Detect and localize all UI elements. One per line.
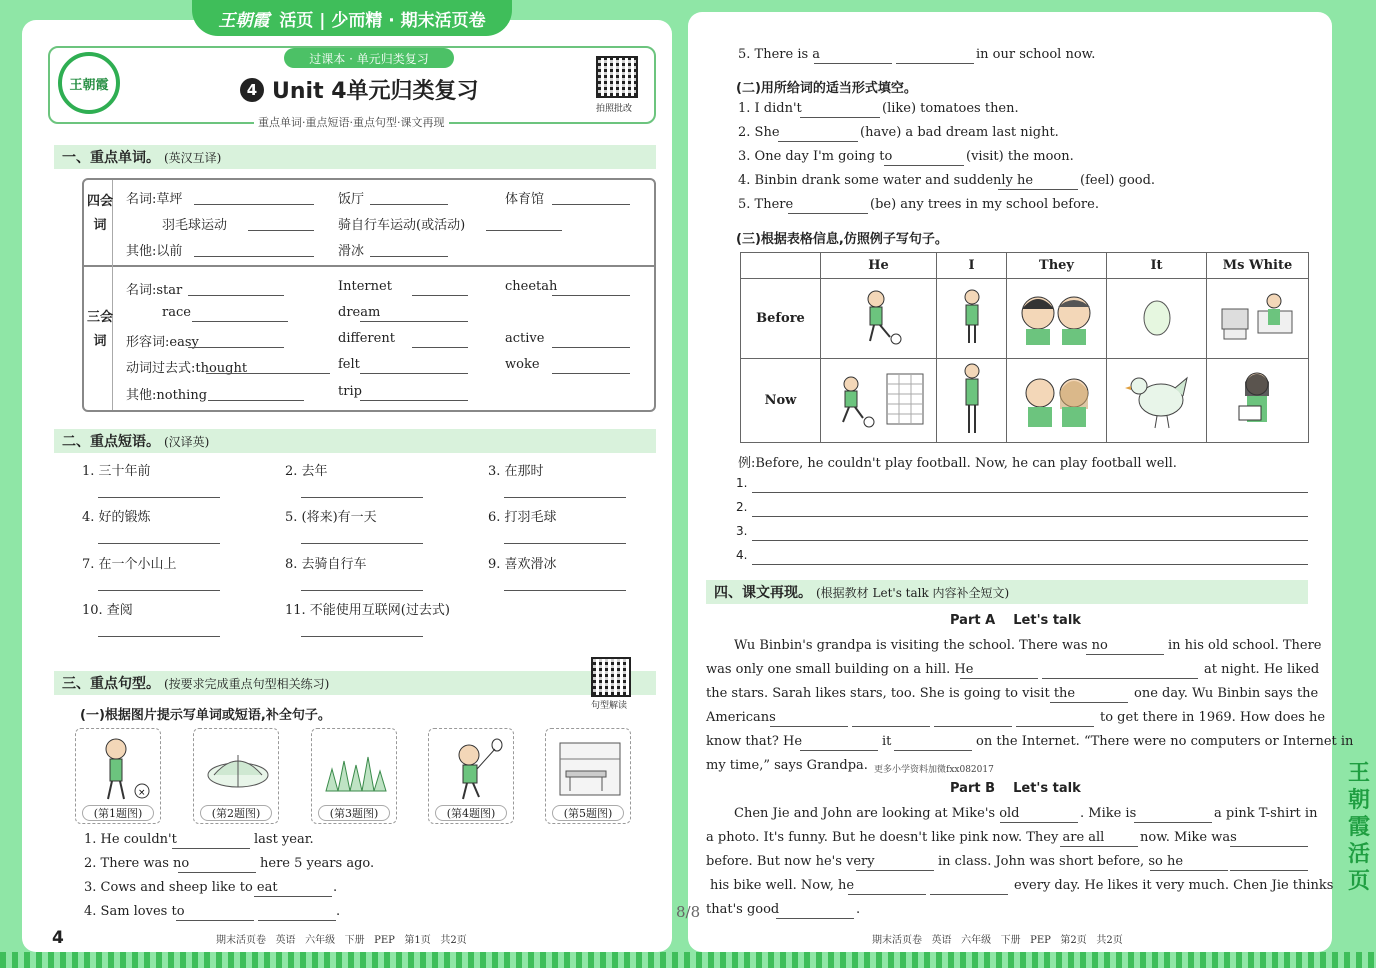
passage-text: one day. Wu Binbin says the — [1134, 686, 1319, 701]
picture-question: 3. Cows and sheep like to eat — [84, 880, 278, 895]
egg-icon — [1137, 292, 1177, 342]
section-4-title: 四、课文再现。 — [714, 585, 812, 601]
boy-standing-icon — [957, 287, 987, 347]
cell-i-before — [937, 279, 1007, 359]
passage-text: every day. He likes it very much. Chen Jie thinks — [1014, 878, 1334, 893]
subsection-3-title: (三)根据表格信息,仿照例子写句子。 — [736, 232, 948, 247]
side-brand-text: 王朝霞活页 — [1348, 761, 1371, 894]
vocab-a-blank[interactable] — [486, 230, 562, 231]
top-banner — [192, 0, 512, 36]
phrase-answer-blank[interactable] — [301, 590, 423, 591]
vocab-b-blank[interactable] — [192, 321, 288, 322]
bottom-border — [0, 952, 1376, 968]
boy-kicking-ball-icon — [854, 287, 904, 347]
write-line[interactable] — [752, 540, 1308, 541]
passage-blank[interactable] — [1230, 870, 1308, 871]
passage-text: it — [882, 734, 892, 749]
passage-blank[interactable] — [776, 918, 854, 919]
vocab-b-c3: woke — [505, 357, 540, 372]
phrase-answer-blank[interactable] — [301, 543, 423, 544]
phrase-item: 1. 三十年前 — [82, 464, 151, 479]
table-head-ms-white: Ms White — [1207, 253, 1309, 279]
unit-title — [240, 74, 479, 105]
cell-it-before — [1107, 279, 1207, 359]
passage-blank[interactable] — [894, 750, 972, 751]
passage-text: at night. He liked — [1204, 662, 1320, 677]
vocab-a-head: 羽毛球运动 — [162, 218, 228, 233]
unit-title-text: Unit 4单元归类复习 — [272, 79, 479, 104]
write-line-number: 2. — [736, 500, 748, 514]
passage-blank[interactable] — [852, 726, 930, 727]
passage-blank[interactable] — [1042, 678, 1198, 679]
passage-text: the stars. Sarah likes stars, too. She is going to visit the — [706, 686, 1076, 701]
girl-badminton-icon — [439, 735, 505, 805]
table-head-i: I — [937, 253, 1007, 279]
vocab-a-blank[interactable] — [248, 230, 314, 231]
part-a-heading: Part A Let's talk — [950, 613, 1081, 628]
dining-hall-icon — [556, 735, 622, 805]
group2-label: 三会词 — [87, 310, 114, 349]
banner-title: 活页 | 少而精 · 期末活页卷 — [279, 10, 486, 31]
fill-question: 3. One day I'm going to — [738, 149, 893, 164]
question-4a-blank[interactable] — [176, 920, 254, 921]
footer-left: 期末活页卷 英语 六年级 下册 PEP 第1页 共2页 — [216, 935, 467, 946]
cell-ms-white-before — [1207, 279, 1309, 359]
vocab-b-blank[interactable] — [412, 295, 468, 296]
passage-text: that's good — [706, 902, 780, 917]
boy-no-badminton-icon — [86, 735, 152, 805]
sentence-qr-caption: 句型解读 — [591, 701, 628, 711]
picture-question: 1. He couldn't — [84, 832, 177, 847]
vocab-b-blank[interactable] — [552, 373, 630, 374]
unit-number-badge: 4 — [240, 78, 264, 102]
question-2-blank[interactable] — [178, 872, 256, 873]
passage-blank[interactable] — [960, 678, 1038, 679]
cell-he-now — [821, 359, 937, 443]
picture-1-caption: (第1题图) — [82, 805, 154, 821]
passage-blank[interactable] — [1230, 846, 1308, 847]
vocab-a-blank[interactable] — [194, 256, 314, 257]
cell-it-now — [1107, 359, 1207, 443]
subsection-1-title: (一)根据图片提示写单词或短语,补全句子。 — [80, 708, 331, 723]
phrase-item: 2. 去年 — [285, 464, 328, 479]
woman-reading-icon — [1223, 366, 1293, 432]
page-indicator[interactable]: 8/8 — [676, 903, 701, 921]
info-table — [740, 252, 1309, 443]
section-1-heading — [54, 145, 656, 169]
passage-text: before. But now he's very — [706, 854, 875, 869]
cell-ms-white-now — [1207, 359, 1309, 443]
passage-blank[interactable] — [1000, 822, 1078, 823]
section-3-title: 三、重点句型。 — [62, 676, 160, 692]
passage-blank[interactable] — [1134, 822, 1212, 823]
picture-5 — [545, 728, 631, 824]
vocab-a-blank[interactable] — [194, 204, 314, 205]
picture-question-end: . — [333, 880, 338, 895]
svg-text:×: × — [138, 788, 146, 798]
passage-blank[interactable] — [1016, 726, 1094, 727]
picture-5-caption: (第5题图) — [552, 805, 624, 821]
picture-3-caption: (第3题图) — [318, 805, 390, 821]
question-5: 5. There is a — [738, 47, 821, 62]
section-3-note: (按要求完成重点句型相关练习) — [164, 676, 330, 691]
phrase-item: 3. 在那时 — [488, 464, 544, 479]
phrase-item: 8. 去骑自行车 — [285, 557, 367, 572]
vocab-a-blank[interactable] — [552, 204, 630, 205]
tall-boy-icon — [957, 361, 987, 437]
fill-blank[interactable] — [788, 213, 868, 214]
question-5-end: in our school now. — [976, 47, 1096, 62]
picture-4 — [428, 728, 514, 824]
passage-text: Wu Binbin's grandpa is visiting the school. There was no — [734, 638, 1108, 653]
vocab-b-blank[interactable] — [208, 400, 304, 401]
picture-question-end: . — [336, 904, 341, 919]
phrase-item: 7. 在一个小山上 — [82, 557, 177, 572]
gym-building-icon — [204, 735, 270, 805]
fill-blank[interactable] — [998, 189, 1078, 190]
write-line[interactable] — [752, 516, 1308, 517]
picture-question-end: last year. — [254, 832, 314, 847]
passage-text: in his old school. There — [1168, 638, 1322, 653]
fill-question-end: (be) any trees in my school before. — [870, 197, 1099, 212]
phrase-answer-blank[interactable] — [504, 590, 626, 591]
banner-brand: 王朝霞 — [218, 10, 270, 31]
row-label-before: Before — [741, 279, 821, 359]
part-b-heading: Part B Let's talk — [950, 781, 1081, 796]
vocab-b-blank[interactable] — [188, 295, 284, 296]
question-3-blank[interactable] — [254, 896, 332, 897]
vocab-b-c2: dream — [338, 305, 381, 320]
vocab-b-head: 其他:nothing — [126, 388, 208, 403]
vocab-b-blank[interactable] — [412, 347, 468, 348]
section-1-note: (英汉互译) — [164, 150, 222, 165]
section-4-heading — [706, 580, 1308, 604]
grass-icon — [322, 735, 388, 805]
phrase-item: 5. (将来)有一天 — [285, 510, 377, 525]
qr-caption: 拍照批改 — [596, 104, 633, 114]
vocab-b-blank[interactable] — [206, 373, 330, 374]
fill-blank[interactable] — [800, 117, 880, 118]
phrase-item: 6. 打羽毛球 — [488, 510, 557, 525]
passage-blank[interactable] — [934, 726, 1012, 727]
section-2-heading — [54, 429, 656, 453]
picture-2-caption: (第2题图) — [200, 805, 272, 821]
picture-question: 4. Sam loves to — [84, 904, 185, 919]
question-4b-blank[interactable] — [258, 920, 336, 921]
boy-playing-football-goal-icon — [829, 364, 929, 434]
vocab-b-head: 动词过去式:thought — [126, 361, 248, 376]
vocab-a-head: 名词:草坪 — [126, 192, 183, 207]
fill-question: 5. There — [738, 197, 794, 212]
passage-blank[interactable] — [848, 894, 926, 895]
woman-watching-tv-icon — [1218, 287, 1298, 347]
passage-text: on the Internet. “There were no computers or Internet in — [976, 734, 1354, 749]
phrase-item: 9. 喜欢滑冰 — [488, 557, 557, 572]
two-grown-kids-icon — [1012, 369, 1102, 429]
vocab-b-c2: Internet — [338, 279, 392, 294]
phrase-item: 10. 查阅 — [82, 603, 133, 618]
header-subtitle: 过课本 · 单元归类复习 — [284, 48, 454, 68]
write-line-number: 3. — [736, 524, 748, 538]
group1-label: 四会词 — [87, 194, 114, 233]
cell-i-now — [937, 359, 1007, 443]
passage-text: . — [856, 902, 861, 917]
vocab-b-blank[interactable] — [552, 295, 630, 296]
passage-text: in class. John was short before, so he — [938, 854, 1184, 869]
table-head-they: They — [1007, 253, 1107, 279]
picture-2 — [193, 728, 279, 824]
cell-they-before — [1007, 279, 1107, 359]
fill-question-end: (like) tomatoes then. — [882, 101, 1019, 116]
passage-text: to get there in 1969. How does he — [1100, 710, 1326, 725]
picture-4-caption: (第4题图) — [435, 805, 507, 821]
write-line-number: 1. — [736, 476, 748, 490]
passage-text: now. Mike was — [1140, 830, 1237, 845]
header-tagline: 重点单词·重点短语·重点句型·课文再现 — [254, 114, 449, 130]
passage-blank[interactable] — [1150, 870, 1228, 871]
fill-blank[interactable] — [778, 141, 858, 142]
vocab-b-c2: felt — [338, 357, 360, 372]
section-2-note: (汉译英) — [164, 434, 210, 449]
section-1-title: 一、重点单词。 — [62, 150, 160, 166]
passage-text: Chen Jie and John are looking at Mike's old — [734, 806, 1020, 821]
question-1-blank[interactable] — [172, 848, 250, 849]
page-number: 4 — [52, 928, 64, 948]
write-line[interactable] — [752, 564, 1308, 565]
subsection-2-title: (二)用所给词的适当形式填空。 — [736, 81, 917, 96]
vocab-b-blank[interactable] — [360, 373, 468, 374]
passage-text: his bike well. Now, he — [710, 878, 855, 893]
vocab-b-c2: different — [338, 331, 395, 346]
phrase-item: 11. 不能使用互联网(过去式) — [285, 603, 450, 618]
passage-blank[interactable] — [1050, 702, 1128, 703]
row-label-now: Now — [741, 359, 821, 443]
passage-text: . Mike is — [1080, 806, 1137, 821]
vocab-b-blank[interactable] — [188, 347, 284, 348]
table-corner — [741, 253, 821, 279]
brand-logo: 王朝霞 — [58, 52, 120, 114]
passage-text: know that? He — [706, 734, 803, 749]
fill-question: 4. Binbin drank some water and suddenly he — [738, 173, 1034, 188]
passage-blank[interactable] — [800, 750, 878, 751]
picture-question: 2. There was no — [84, 856, 190, 871]
cell-he-before — [821, 279, 937, 359]
vocab-b-head: 形容词:easy — [126, 335, 199, 350]
vocab-a-blank[interactable] — [370, 204, 448, 205]
phrase-answer-blank[interactable] — [504, 497, 626, 498]
vocab-b-c2: trip — [338, 384, 362, 399]
fill-question-end: (feel) good. — [1080, 173, 1156, 188]
vocab-a-c2: 滑冰 — [338, 244, 365, 259]
two-kids-icon — [1012, 287, 1102, 347]
section-3-heading — [54, 671, 656, 695]
fill-question-end: (have) a bad dream last night. — [860, 125, 1059, 140]
write-line-number: 4. — [736, 548, 748, 562]
vocab-b-blank[interactable] — [360, 321, 468, 322]
vocab-b-c3: cheetah — [505, 279, 558, 294]
vocab-b-head: 名词:star — [126, 283, 183, 298]
passage-blank[interactable] — [1086, 654, 1164, 655]
write-line[interactable] — [752, 492, 1308, 493]
vocab-b-head: race — [162, 305, 191, 320]
vocab-a-c2: 骑自行车运动(或活动) — [338, 218, 466, 233]
question-5b-blank[interactable] — [896, 63, 974, 64]
qr-code-icon[interactable] — [596, 56, 638, 98]
passage-text: a pink T-shirt in — [1214, 806, 1318, 821]
fill-blank[interactable] — [884, 165, 964, 166]
picture-3 — [311, 728, 397, 824]
passage-blank[interactable] — [1060, 846, 1138, 847]
phrase-answer-blank[interactable] — [98, 497, 220, 498]
vocab-b-blank[interactable] — [552, 347, 630, 348]
example-sentence: 例:Before, he couldn't play football. Now, he can play football well. — [738, 456, 1177, 471]
phrase-answer-blank[interactable] — [98, 590, 220, 591]
fill-question: 2. She — [738, 125, 780, 140]
passage-text: Americans — [706, 710, 776, 725]
vocab-a-head: 其他:以前 — [126, 244, 183, 259]
vocab-a-c3: 体育馆 — [505, 192, 545, 207]
sentence-qr-code-icon[interactable] — [591, 657, 631, 697]
hen-icon — [1117, 364, 1197, 434]
cell-they-now — [1007, 359, 1107, 443]
passage-blank[interactable] — [930, 894, 1008, 895]
fill-question-end: (visit) the moon. — [966, 149, 1074, 164]
footer-right: 期末活页卷 英语 六年级 下册 PEP 第2页 共2页 — [872, 935, 1123, 946]
phrase-answer-blank[interactable] — [301, 636, 423, 637]
phrase-answer-blank[interactable] — [98, 636, 220, 637]
section-2-title: 二、重点短语。 — [62, 434, 160, 450]
table-head-it: It — [1107, 253, 1207, 279]
vocab-b-c3: active — [505, 331, 545, 346]
question-5a-blank[interactable] — [814, 63, 892, 64]
watermark-text: 更多小学资料加微fxx082017 — [874, 765, 994, 775]
passage-text: was only one small building on a hill. He — [706, 662, 974, 677]
passage-blank[interactable] — [856, 870, 934, 871]
vocab-divider — [82, 265, 656, 267]
passage-text: my time,” says Grandpa. — [706, 758, 868, 773]
picture-question-end: here 5 years ago. — [260, 856, 375, 871]
picture-1 — [75, 728, 161, 824]
table-head-he: He — [821, 253, 937, 279]
vocab-a-blank[interactable] — [370, 256, 448, 257]
phrase-item: 4. 好的锻炼 — [82, 510, 151, 525]
phrase-answer-blank[interactable] — [98, 543, 220, 544]
passage-blank[interactable] — [770, 726, 848, 727]
passage-text: a photo. It's funny. But he doesn't like pink now. They are all — [706, 830, 1105, 845]
fill-question: 1. I didn't — [738, 101, 802, 116]
vocab-a-c2: 饭厅 — [338, 192, 365, 207]
vocab-b-blank[interactable] — [360, 400, 468, 401]
section-4-note: (根据教材 Let's talk 内容补全短文) — [816, 585, 1010, 600]
phrase-answer-blank[interactable] — [504, 543, 626, 544]
phrase-answer-blank[interactable] — [301, 497, 423, 498]
